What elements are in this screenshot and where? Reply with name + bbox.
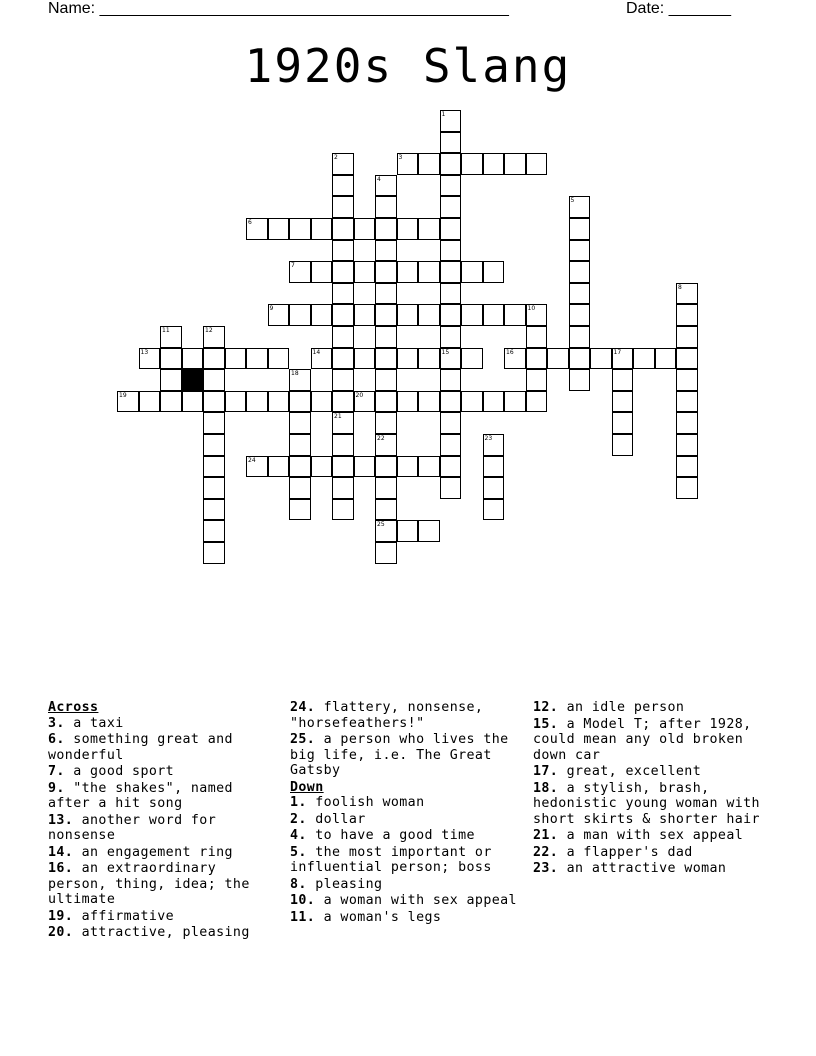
- grid-cell[interactable]: [418, 520, 440, 542]
- grid-cell[interactable]: [440, 348, 462, 370]
- clue-text: a person who lives the big life, i.e. The Great Gatsby: [290, 732, 509, 778]
- clue-number: 20: [355, 391, 364, 399]
- grid-cell[interactable]: [311, 218, 333, 240]
- grid-cell[interactable]: [418, 456, 440, 478]
- grid-cell[interactable]: [440, 175, 462, 197]
- grid-cell[interactable]: [483, 456, 505, 478]
- grid-cell[interactable]: [203, 542, 225, 564]
- clue-number: 6: [248, 219, 252, 226]
- clue-number-label: 11.: [290, 909, 316, 925]
- grid-cell[interactable]: [418, 304, 440, 326]
- down-clue: [290, 812, 522, 828]
- clue-number: 21: [334, 413, 342, 421]
- grid-cell[interactable]: [311, 456, 333, 478]
- grid-cell[interactable]: [289, 261, 311, 283]
- across-clue: [48, 732, 280, 763]
- grid-cell[interactable]: [655, 348, 677, 370]
- clue-number-label: 4.: [290, 828, 307, 843]
- grid-cell[interactable]: [397, 218, 419, 240]
- grid-cell[interactable]: [440, 110, 462, 132]
- grid-cell[interactable]: [461, 348, 483, 370]
- grid-cell[interactable]: [569, 196, 591, 218]
- down-clue: [533, 861, 773, 877]
- grid-cell[interactable]: [268, 348, 290, 370]
- clue-text: to have a good time: [306, 828, 475, 843]
- grid-cell[interactable]: [375, 499, 397, 521]
- clue-number: 12: [205, 327, 213, 334]
- down-clue: [533, 764, 773, 780]
- clue-number-label: 20.: [48, 925, 74, 940]
- grid-cell[interactable]: [461, 153, 483, 175]
- grid-cell[interactable]: [397, 261, 419, 283]
- grid-cell[interactable]: [268, 218, 290, 240]
- grid-cell[interactable]: [289, 456, 311, 478]
- name-field-label: Name: ______________________________________________: [48, 0, 509, 17]
- grid-cell[interactable]: [676, 391, 698, 413]
- grid-cell[interactable]: [332, 304, 354, 326]
- grid-cell[interactable]: [440, 391, 462, 413]
- clue-text: an extraordinary person, thing, idea; the ultimate: [48, 861, 250, 907]
- grid-cell[interactable]: [332, 456, 354, 478]
- clues-column-3: [533, 700, 773, 878]
- grid-cell[interactable]: [203, 456, 225, 478]
- across-clue: [48, 764, 280, 780]
- down-clue: [533, 717, 773, 764]
- clue-number-label: 6.: [48, 732, 65, 747]
- grid-cell[interactable]: [139, 348, 161, 370]
- grid-cell[interactable]: [375, 391, 397, 413]
- grid-cell[interactable]: [182, 391, 204, 413]
- grid-cell[interactable]: [440, 477, 462, 499]
- grid-cell[interactable]: [547, 348, 569, 370]
- across-clue: [48, 909, 280, 925]
- grid-cell[interactable]: [332, 283, 354, 305]
- grid-cell[interactable]: [612, 348, 634, 370]
- across-clue: [290, 700, 522, 731]
- grid-cell[interactable]: [203, 499, 225, 521]
- grid-cell[interactable]: [139, 391, 161, 413]
- grid-cell[interactable]: [397, 391, 419, 413]
- grid-cell[interactable]: [203, 348, 225, 370]
- grid-cell[interactable]: [418, 153, 440, 175]
- grid-cell[interactable]: [354, 261, 376, 283]
- clue-number-label: 1.: [290, 795, 307, 810]
- grid-cell[interactable]: [397, 520, 419, 542]
- grid-cell[interactable]: [375, 348, 397, 370]
- clue-number: 9: [269, 305, 274, 313]
- grid-cell[interactable]: [332, 499, 354, 521]
- grid-cell[interactable]: [332, 218, 354, 240]
- grid-cell[interactable]: [569, 369, 591, 391]
- clue-text: the most important or influential person; boss: [290, 844, 492, 875]
- clue-number-label: 8.: [290, 876, 307, 892]
- grid-cell[interactable]: [483, 477, 505, 499]
- grid-cell[interactable]: [311, 261, 333, 283]
- clue-number-label: 13.: [48, 812, 74, 828]
- grid-cell[interactable]: [332, 240, 354, 262]
- clue-number-label: 22.: [533, 844, 559, 860]
- grid-cell[interactable]: [160, 391, 182, 413]
- clue-number: 23: [484, 435, 493, 442]
- clue-number: 15: [441, 348, 450, 356]
- grid-cell[interactable]: [375, 369, 397, 391]
- down-heading: Down: [290, 779, 324, 795]
- grid-cell[interactable]: [375, 326, 397, 348]
- clue-number-label: 12.: [533, 700, 559, 715]
- grid-cell[interactable]: [203, 520, 225, 542]
- grid-cell[interactable]: [268, 391, 290, 413]
- clue-number: 17: [613, 348, 622, 356]
- grid-cell[interactable]: [375, 175, 397, 197]
- grid-cell[interactable]: [203, 369, 225, 391]
- grid-cell[interactable]: [461, 261, 483, 283]
- clue-text: flattery, nonsense, "horsefeathers!": [290, 700, 484, 731]
- grid-cell[interactable]: [332, 348, 354, 370]
- clue-text: a taxi: [64, 715, 124, 731]
- grid-cell[interactable]: [375, 412, 397, 434]
- grid-cell[interactable]: [332, 175, 354, 197]
- grid-cell[interactable]: [332, 412, 354, 434]
- grid-cell[interactable]: [569, 218, 591, 240]
- grid-cell[interactable]: [289, 304, 311, 326]
- clue-text: attractive, pleasing: [73, 925, 250, 940]
- grid-cell[interactable]: [504, 348, 526, 370]
- grid-cell[interactable]: [160, 326, 182, 348]
- clue-text: a stylish, brash, hedonistic young woman with short skirts & shorter hair: [533, 780, 760, 827]
- grid-cell[interactable]: [289, 412, 311, 434]
- grid-cell[interactable]: [375, 261, 397, 283]
- grid-cell[interactable]: [440, 412, 462, 434]
- grid-cell[interactable]: [483, 499, 505, 521]
- grid-cell[interactable]: [289, 369, 311, 391]
- clue-number: 19: [119, 391, 127, 399]
- grid-cell[interactable]: [483, 391, 505, 413]
- grid-cell[interactable]: [375, 283, 397, 305]
- grid-cell[interactable]: [676, 304, 698, 326]
- grid-cell[interactable]: [526, 153, 548, 175]
- grid-cell[interactable]: [375, 196, 397, 218]
- grid-cell[interactable]: [612, 412, 634, 434]
- grid-cell[interactable]: [268, 456, 290, 478]
- grid-cell[interactable]: [332, 391, 354, 413]
- grid-cell[interactable]: [483, 153, 505, 175]
- across-clue: [48, 861, 280, 908]
- grid-cell[interactable]: [440, 240, 462, 262]
- grid-cell[interactable]: [375, 456, 397, 478]
- grid-cell[interactable]: [569, 348, 591, 370]
- clue-text: a Model T; after 1928, could mean any old broken down car: [533, 716, 752, 763]
- grid-cell[interactable]: [311, 348, 333, 370]
- grid-cell[interactable]: [332, 153, 354, 175]
- across-clue: [48, 925, 280, 941]
- grid-cell[interactable]: [203, 412, 225, 434]
- clue-number-label: 23.: [533, 861, 559, 876]
- clue-number: 3: [398, 154, 403, 162]
- clue-number-label: 18.: [533, 780, 559, 796]
- clue-number: 2: [334, 154, 338, 162]
- clues-column-1: [48, 700, 280, 942]
- grid-cell[interactable]: [440, 218, 462, 240]
- grid-cell[interactable]: [590, 348, 612, 370]
- grid-cell[interactable]: [526, 348, 548, 370]
- grid-cell[interactable]: [311, 304, 333, 326]
- clue-number-label: 19.: [48, 908, 74, 924]
- grid-cell[interactable]: [160, 369, 182, 391]
- grid-cell[interactable]: [311, 391, 333, 413]
- clue-number: 7: [291, 262, 295, 270]
- clue-number: 13: [140, 348, 149, 356]
- clue-number-label: 24.: [290, 700, 316, 715]
- grid-cell[interactable]: [332, 261, 354, 283]
- grid-cell[interactable]: [246, 456, 268, 478]
- clue-text: pleasing: [306, 876, 383, 892]
- grid-cell[interactable]: [289, 434, 311, 456]
- grid-cell[interactable]: [160, 348, 182, 370]
- date-field-label: Date: _______: [626, 0, 731, 17]
- grid-cell[interactable]: [440, 456, 462, 478]
- across-clue: [290, 732, 522, 779]
- clue-number-label: 10.: [290, 893, 316, 908]
- grid-cell[interactable]: [676, 369, 698, 391]
- across-clue: [48, 716, 280, 732]
- grid-cell[interactable]: [526, 369, 548, 391]
- clue-number: 22: [377, 435, 385, 442]
- grid-cell[interactable]: [225, 391, 247, 413]
- grid-cell[interactable]: [246, 348, 268, 370]
- grid-cell[interactable]: [526, 391, 548, 413]
- grid-cell[interactable]: [397, 153, 419, 175]
- grid-cell[interactable]: [569, 304, 591, 326]
- grid-cell[interactable]: [117, 391, 139, 413]
- grid-cell[interactable]: [354, 456, 376, 478]
- down-clue: [290, 845, 522, 876]
- clue-text: great, excellent: [558, 764, 702, 779]
- grid-cell[interactable]: [612, 434, 634, 456]
- down-clue: [533, 828, 773, 844]
- grid-cell[interactable]: [504, 153, 526, 175]
- grid-cell[interactable]: [461, 304, 483, 326]
- grid-cell[interactable]: [504, 391, 526, 413]
- grid-cell[interactable]: [289, 218, 311, 240]
- grid-cell[interactable]: [375, 240, 397, 262]
- clue-text: another word for nonsense: [48, 812, 217, 843]
- clue-text: a flapper's dad: [558, 844, 693, 860]
- clue-number: 4: [377, 175, 381, 183]
- clue-number: 14: [312, 348, 321, 356]
- grid-cell[interactable]: [612, 391, 634, 413]
- clue-number-label: 5.: [290, 844, 307, 860]
- grid-cell[interactable]: [375, 434, 397, 456]
- grid-cell[interactable]: [397, 304, 419, 326]
- grid-cell[interactable]: [418, 348, 440, 370]
- clue-text: a good sport: [64, 764, 175, 779]
- clue-text: a woman's legs: [315, 909, 442, 925]
- clue-text: affirmative: [73, 908, 175, 924]
- grid-cell[interactable]: [418, 261, 440, 283]
- clue-number: 24: [248, 456, 256, 464]
- clues-column-2: [290, 700, 522, 926]
- grid-cell[interactable]: [375, 520, 397, 542]
- clue-number-label: 9.: [48, 780, 65, 796]
- grid-cell[interactable]: [461, 391, 483, 413]
- down-clue: [290, 910, 522, 926]
- grid-cell[interactable]: [612, 369, 634, 391]
- grid-cell[interactable]: [289, 391, 311, 413]
- clue-text: a woman with sex appeal: [315, 893, 517, 908]
- grid-cell[interactable]: [440, 434, 462, 456]
- grid-cell[interactable]: [354, 391, 376, 413]
- grid-cell[interactable]: [440, 369, 462, 391]
- clue-number-label: 16.: [48, 861, 74, 876]
- clue-number-label: 2.: [290, 811, 307, 827]
- grid-cell[interactable]: [354, 218, 376, 240]
- grid-cell[interactable]: [246, 218, 268, 240]
- grid-cell[interactable]: [203, 434, 225, 456]
- down-clue: [533, 781, 773, 828]
- grid-cell[interactable]: [289, 499, 311, 521]
- down-clue: [290, 877, 522, 893]
- clue-number: 25: [377, 521, 385, 529]
- down-clue: [533, 700, 773, 716]
- grid-cell[interactable]: [440, 326, 462, 348]
- grid-cell[interactable]: [676, 477, 698, 499]
- grid-cell[interactable]: [375, 304, 397, 326]
- grid-cell[interactable]: [246, 391, 268, 413]
- grid-cell[interactable]: [676, 456, 698, 478]
- grid-cell[interactable]: [440, 261, 462, 283]
- grid-cell[interactable]: [289, 477, 311, 499]
- grid-cell[interactable]: [483, 304, 505, 326]
- grid-cell[interactable]: [203, 391, 225, 413]
- clue-number: 16: [506, 348, 514, 356]
- grid-cell[interactable]: [569, 283, 591, 305]
- grid-cell[interactable]: [375, 542, 397, 564]
- clue-text: an idle person: [558, 700, 685, 715]
- grid-cell[interactable]: [483, 434, 505, 456]
- grid-cell[interactable]: [268, 304, 290, 326]
- grid-cell[interactable]: [526, 326, 548, 348]
- clue-text: a man with sex appeal: [558, 828, 744, 843]
- grid-cell[interactable]: [375, 477, 397, 499]
- clue-number-label: 17.: [533, 764, 559, 779]
- across-clue: [48, 845, 280, 861]
- clue-number-label: 25.: [290, 732, 316, 747]
- down-clue: [533, 845, 773, 861]
- page-title: 1920s Slang: [244, 39, 572, 93]
- grid-cell[interactable]: [440, 153, 462, 175]
- grid-cell[interactable]: [483, 261, 505, 283]
- clue-number: 8: [678, 283, 682, 291]
- grid-cell[interactable]: [332, 477, 354, 499]
- down-clue: [290, 828, 522, 844]
- grid-cell[interactable]: [676, 283, 698, 305]
- grid-cell[interactable]: [203, 326, 225, 348]
- grid-cell[interactable]: [676, 434, 698, 456]
- clue-number-label: 3.: [48, 715, 65, 731]
- grid-cell[interactable]: [354, 304, 376, 326]
- grid-cell[interactable]: [569, 326, 591, 348]
- grid-cell[interactable]: [375, 218, 397, 240]
- grid-cell[interactable]: [440, 283, 462, 305]
- grid-cell[interactable]: [440, 132, 462, 154]
- clue-text: foolish woman: [306, 795, 425, 810]
- clue-number-label: 14.: [48, 844, 74, 860]
- grid-cell[interactable]: [569, 261, 591, 283]
- grid-cell[interactable]: [332, 326, 354, 348]
- clue-text: "the shakes", named after a hit song: [48, 780, 233, 811]
- grid-cell[interactable]: [332, 434, 354, 456]
- clue-number: 11: [162, 327, 170, 334]
- clue-number: 18: [291, 370, 299, 378]
- clue-number: 1: [441, 111, 446, 118]
- grid-cell[interactable]: [397, 456, 419, 478]
- across-clue: [48, 781, 280, 812]
- clue-text: dollar: [306, 811, 366, 827]
- grid-cell[interactable]: [676, 412, 698, 434]
- grid-cell[interactable]: [676, 326, 698, 348]
- clue-number-label: 15.: [533, 716, 559, 732]
- grid-cell[interactable]: [182, 348, 204, 370]
- grid-cell[interactable]: [504, 304, 526, 326]
- grid-cell[interactable]: [418, 391, 440, 413]
- grid-cell[interactable]: [633, 348, 655, 370]
- grid-cell[interactable]: [203, 477, 225, 499]
- down-clue: [290, 795, 522, 811]
- clue-number-label: 7.: [48, 764, 65, 779]
- black-cell: [182, 369, 204, 391]
- grid-cell[interactable]: [440, 304, 462, 326]
- clue-number: 10: [527, 305, 536, 313]
- clue-text: an engagement ring: [73, 844, 233, 860]
- grid-cell[interactable]: [676, 348, 698, 370]
- grid-cell[interactable]: [418, 218, 440, 240]
- clue-number: 5: [570, 197, 575, 205]
- grid-cell[interactable]: [332, 369, 354, 391]
- grid-cell[interactable]: [440, 196, 462, 218]
- across-clue: [48, 813, 280, 844]
- grid-cell[interactable]: [225, 348, 247, 370]
- clue-number-label: 21.: [533, 828, 559, 843]
- across-heading: Across: [48, 700, 99, 715]
- down-clue: [290, 893, 522, 909]
- grid-cell[interactable]: [397, 348, 419, 370]
- grid-cell[interactable]: [526, 304, 548, 326]
- grid-cell[interactable]: [354, 348, 376, 370]
- clue-text: an attractive woman: [558, 861, 727, 876]
- grid-cell[interactable]: [332, 196, 354, 218]
- clue-text: something great and wonderful: [48, 732, 233, 763]
- grid-cell[interactable]: [569, 240, 591, 262]
